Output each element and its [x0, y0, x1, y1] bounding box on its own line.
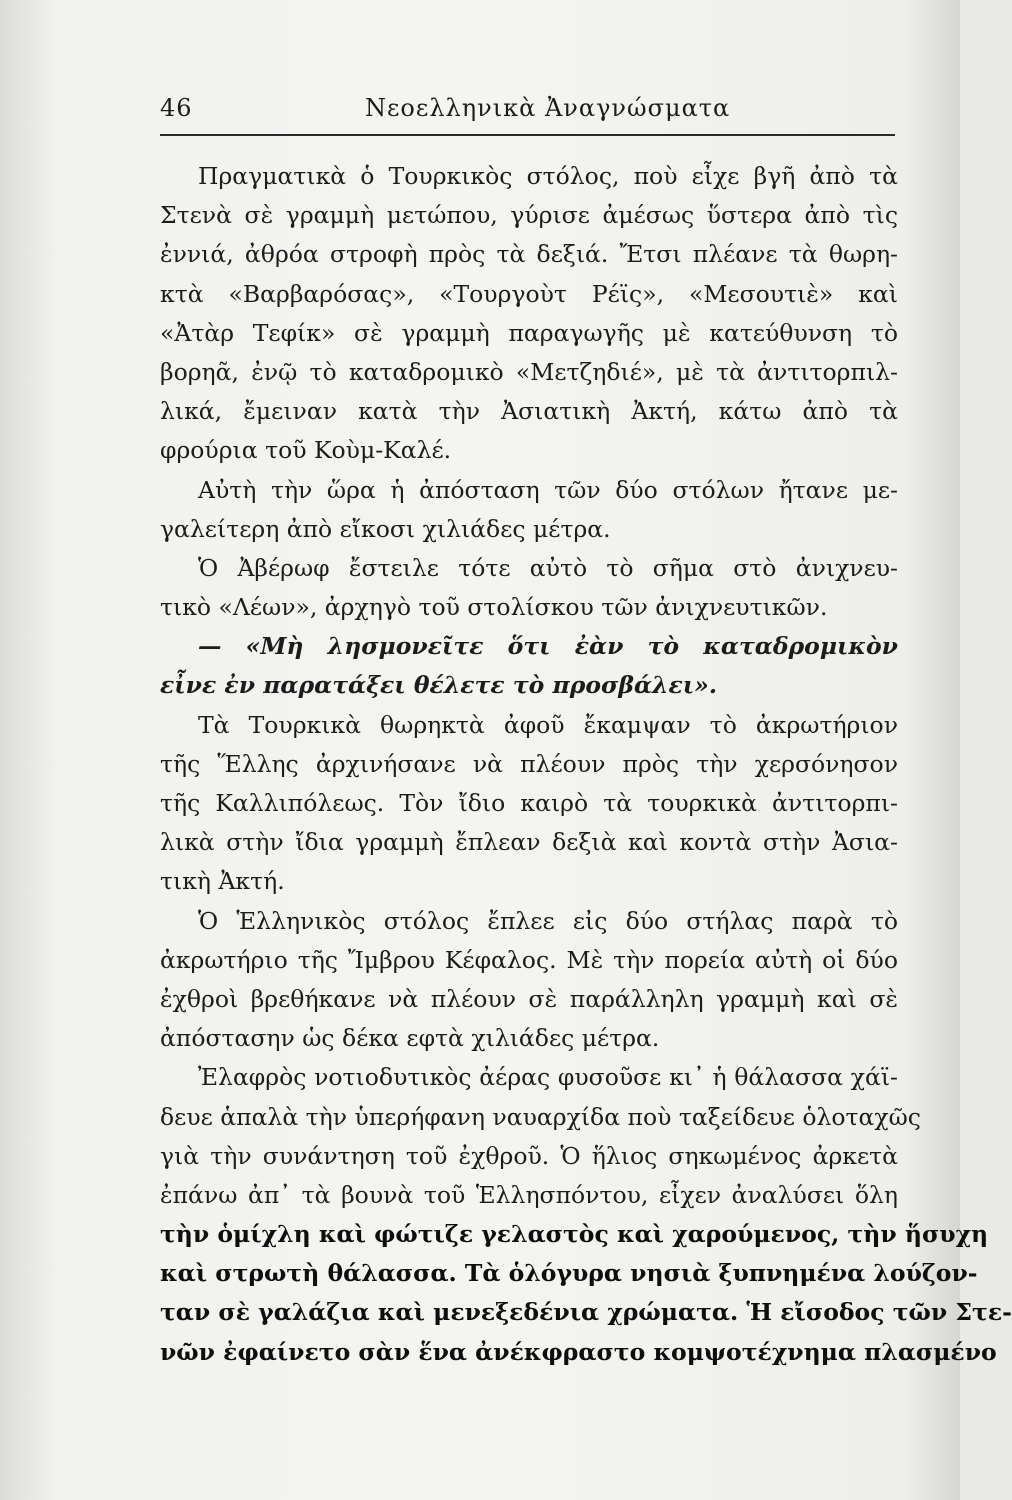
page-header: [160, 92, 895, 132]
text-line: κτὰ «Βαρβαρόσας», «Τουργοὺτ Ρέϊς», «Μεσουτιὲ» καὶ: [160, 279, 898, 308]
text-line: Αὐτὴ τὴν ὥρα ἡ ἀπόσταση τῶν δύο στόλων ἤτανε με-: [198, 475, 898, 504]
text-line: δευε ἁπαλὰ τὴν ὑπερήφανη ναυαρχίδα ποὺ ταξείδευε ὁλοταχῶς: [160, 1102, 921, 1131]
text-line: Ἐλαφρὸς νοτιοδυτικὸς ἀέρας φυσοῦσε κι᾿ ἡ θάλασσα χάϊ-: [198, 1063, 898, 1092]
text-line: τῆς Καλλιπόλεως. Τὸν ἴδιο καιρὸ τὰ τουρκικὰ ἀντιτορπι-: [160, 789, 898, 817]
text-line: Ὁ Ἑλληνικὸς στόλος ἔπλεε εἰς δύο στήλας παρὰ τὸ: [198, 906, 898, 935]
signal-quote-line: εἶνε ἐν παρατάξει θέλετε τὸ προσβάλει».: [160, 671, 718, 700]
text-line: Στενὰ σὲ γραμμὴ μετώπου, γύρισε ἀμέσως ὕστερα ἀπὸ τὶς: [160, 201, 898, 230]
text-line: τὴν ὁμίχλη καὶ φώτιζε γελαστὸς καὶ χαρούμενος, τὴν ἥσυχη: [160, 1220, 989, 1249]
text-line: βορηᾶ, ἐνῷ τὸ καταδρομικὸ «Μετζηδιέ», μὲ τὰ ἀντιτορπιλ-: [160, 357, 898, 386]
page-number: 46: [160, 94, 193, 122]
text-line: ἀκρωτήριο τῆς Ἴμβρου Κέφαλος. Μὲ τὴν πορεία αὐτὴ οἱ δύο: [160, 945, 898, 974]
text-line: Πραγματικὰ ὁ Τουρκικὸς στόλος, ποὺ εἶχε βγῆ ἀπὸ τὰ: [198, 162, 898, 190]
running-title: Νεοελληνικὰ Ἀναγνώσματα: [365, 94, 731, 122]
text-line: λικά, ἔμειναν κατὰ τὴν Ἀσιατικὴ Ἀκτή, κάτω ἀπὸ τὰ: [160, 397, 898, 426]
header-rule: [160, 134, 895, 136]
text-line: γιὰ τὴν συνάντηση τοῦ ἐχθροῦ. Ὁ ἥλιος σηκωμένος ἀρκετὰ: [160, 1141, 898, 1170]
text-line: ἐννιά, ἀθρόα στροφὴ πρὸς τὰ δεξιά. Ἔτσι πλέανε τὰ θωρη-: [160, 240, 898, 269]
text-line: γαλείτερη ἀπὸ εἴκοσι χιλιάδες μέτρα.: [160, 514, 611, 543]
text-line: ταν σὲ γαλάζια καὶ μενεξεδένια χρώματα. Ἡ εἴσοδος τῶν Στε-: [160, 1298, 1012, 1327]
signal-quote-line: — «Μὴ λησμονεῖτε ὅτι ἐὰν τὸ καταδρομικὸν: [198, 632, 898, 661]
text-line: τικὸ «Λέων», ἀρχηγὸ τοῦ στολίσκου τῶν ἀνιχνευτικῶν.: [160, 593, 828, 622]
text-line: ἐχθροὶ βρεθήκανε νὰ πλέουν σὲ παράλληλη γραμμὴ καὶ σὲ: [160, 984, 898, 1013]
text-line: νῶν ἐφαίνετο σὰν ἕνα ἀνέκφραστο κομψοτέχνημα πλασμένο: [160, 1337, 997, 1366]
text-line: καὶ στρωτὴ θάλασσα. Τὰ ὁλόγυρα νησιὰ ξυπνημένα λούζον-: [160, 1259, 978, 1288]
text-line: ἐπάνω ἀπ᾿ τὰ βουνὰ τοῦ Ἑλλησπόντου, εἶχεν ἀναλύσει ὅλη: [160, 1180, 898, 1209]
text-line: τῆς Ἕλλης ἀρχινήσανε νὰ πλέουν πρὸς τὴν χερσόνησον: [160, 749, 898, 778]
text-line: φρούρια τοῦ Κοὺμ-Καλέ.: [160, 436, 452, 465]
text-line: ἀπόστασην ὡς δέκα εφτὰ χιλιάδες μέτρα.: [160, 1024, 660, 1053]
text-line: Τὰ Τουρκικὰ θωρηκτὰ ἀφοῦ ἔκαμψαν τὸ ἀκρωτήριον: [198, 710, 898, 739]
text-line: λικὰ στὴν ἴδια γραμμὴ ἔπλεαν δεξιὰ καὶ κοντὰ στὴν Ἀσια-: [160, 828, 898, 857]
text-line: τικὴ Ἀκτή.: [160, 867, 285, 896]
text-line: «Ἀτὰρ Τεφίκ» σὲ γραμμὴ παραγωγῆς μὲ κατεύθυνση τὸ: [160, 318, 898, 347]
body-text: [160, 157, 1012, 1372]
text-line: Ὁ Ἀβέρωφ ἔστειλε τότε αὐτὸ τὸ σῆμα στὸ ἀνιχνευ-: [198, 553, 898, 582]
